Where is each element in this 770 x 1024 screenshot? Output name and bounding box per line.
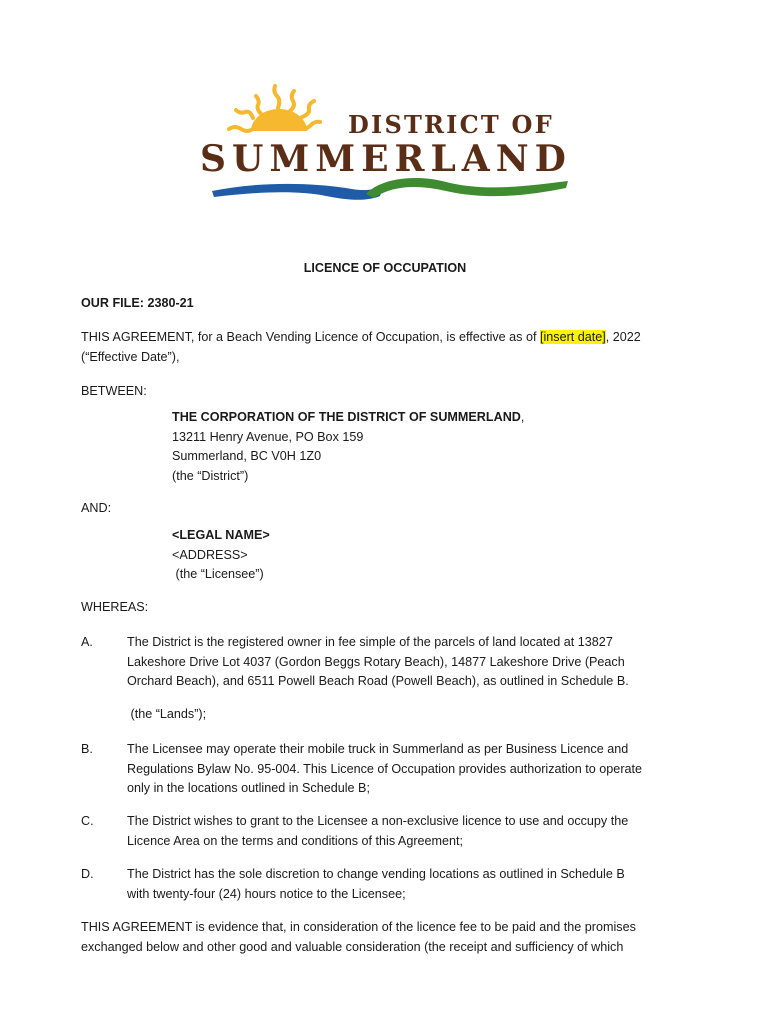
recital-b-letter: B.	[81, 742, 93, 756]
district-role: (the “District”)	[172, 468, 249, 483]
district-logo	[196, 78, 576, 213]
land-wave-icon	[366, 178, 568, 198]
district-address-line2: Summerland, BC V0H 1Z0	[172, 449, 322, 463]
recital-d-text	[127, 865, 689, 904]
recital-b-line1: The Licensee may operate their mobile truck in Summerland as per Business Licence and	[127, 742, 629, 756]
whereas-label: WHEREAS:	[81, 600, 149, 614]
recital-c-line1: The District wishes to grant to the Licensee a non-exclusive licence to use and occupy the	[127, 814, 629, 828]
recital-b-line2: Regulations Bylaw No. 95-004. This Licence of Occupation provides authorization to operate	[127, 761, 643, 776]
district-party-block	[172, 408, 524, 486]
licensee-legal-name: <LEGAL NAME>	[172, 528, 270, 542]
recital-a-letter: A.	[81, 635, 93, 649]
file-number: OUR FILE: 2380-21	[81, 296, 194, 310]
recital-d-letter: D.	[81, 867, 94, 881]
recital-c-text	[127, 812, 689, 851]
recital-a-line2: Lakeshore Drive Lot 4037 (Gordon Beggs Rotary Beach), 14877 Lakeshore Drive (Peach	[127, 654, 625, 669]
district-address-line1: 13211 Henry Avenue, PO Box 159	[172, 429, 364, 444]
intro-paragraph	[81, 328, 689, 367]
recital-d-line2: with twenty-four (24) hours notice to the Licensee;	[127, 886, 406, 901]
recital-b-text	[127, 740, 689, 799]
between-label: BETWEEN:	[81, 384, 147, 398]
closing-paragraph	[81, 918, 689, 957]
district-legal-name: THE CORPORATION OF THE DISTRICT OF SUMMERLAND	[172, 410, 521, 424]
district-name-suffix: ,	[520, 410, 525, 424]
recital-a-lands: (the “Lands”);	[127, 706, 207, 721]
intro-year: , 2022	[605, 330, 641, 344]
recital-b-line3: only in the locations outlined in Schedule B;	[127, 781, 370, 795]
recital-c-letter: C.	[81, 814, 94, 828]
document-title: LICENCE OF OCCUPATION	[303, 261, 467, 275]
licensee-party-block	[172, 526, 270, 585]
recital-d-line1: The District has the sole discretion to change vending locations as outlined in Schedule B	[127, 867, 625, 881]
effective-date-label: (“Effective Date”),	[81, 349, 180, 364]
closing-line2: exchanged below and other good and valuable consideration (the receipt and sufficiency of which	[81, 939, 624, 954]
closing-line1: THIS AGREEMENT is evidence that, in consideration of the licence fee to be paid and the promises	[81, 920, 636, 934]
logo-text-line1: DISTRICT OF	[348, 110, 554, 139]
logo-text-line2: SUMMERLAND	[200, 138, 572, 180]
district-logo-graphic	[196, 78, 576, 213]
recital-c-line2: Licence Area on the terms and conditions of this Agreement;	[127, 833, 464, 848]
recital-a-line1: The District is the registered owner in fee simple of the parcels of land located at 13827	[127, 635, 613, 649]
insert-date-highlight: [insert date]	[539, 330, 606, 344]
water-wave-icon	[212, 184, 384, 200]
recital-a-text	[127, 633, 689, 724]
licensee-address: <ADDRESS>	[172, 547, 248, 562]
intro-text: THIS AGREEMENT, for a Beach Vending Licence of Occupation, is effective as of	[81, 330, 540, 344]
licensee-role: (the “Licensee”)	[172, 567, 264, 581]
and-label: AND:	[81, 501, 112, 515]
recital-a-line3: Orchard Beach), and 6511 Powell Beach Road (Powell Beach), as outlined in Schedule B.	[127, 674, 629, 688]
